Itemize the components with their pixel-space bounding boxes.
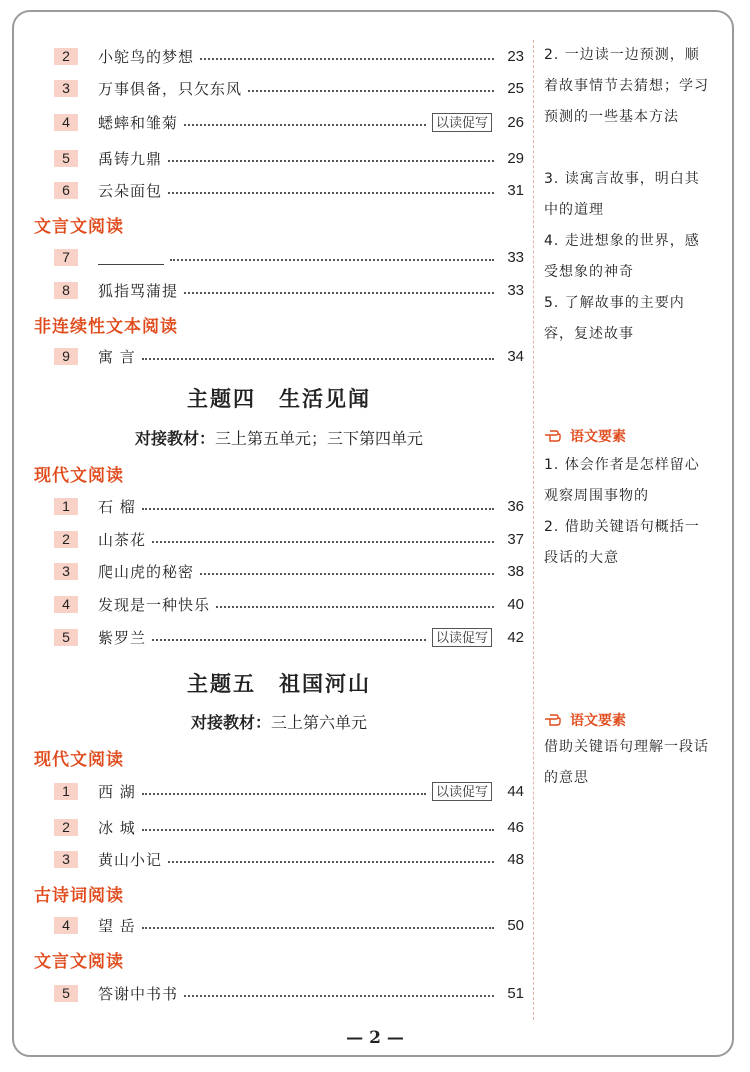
sidebar-note: 5. 了解故事的主要内容，复述故事 bbox=[544, 295, 685, 342]
dot-leader bbox=[216, 605, 494, 608]
entry-number: 2 bbox=[54, 819, 78, 836]
section-heading: 非连续性文本阅读 bbox=[34, 317, 178, 337]
toc-entry[interactable] bbox=[54, 559, 524, 583]
dot-leader bbox=[200, 57, 494, 60]
entry-page: 23 bbox=[507, 47, 524, 65]
entry-title: 狐指骂蒲提 bbox=[98, 281, 179, 300]
sidebar-note: 借助关键语句理解一段话的意思 bbox=[544, 739, 709, 786]
entry-title: 爬山虎的秘密 bbox=[98, 562, 195, 581]
pointing-hand-icon bbox=[544, 713, 564, 727]
toc-entry[interactable] bbox=[54, 44, 524, 68]
dot-leader bbox=[142, 357, 494, 360]
textbook-reference-text: 三上第六单元 bbox=[271, 713, 368, 732]
toc-entry[interactable] bbox=[54, 815, 524, 839]
toc-entry[interactable] bbox=[54, 494, 524, 518]
entry-title: 禹铸九鼎 bbox=[98, 149, 163, 168]
toc-entry[interactable] bbox=[54, 76, 524, 100]
toc-entry[interactable] bbox=[54, 592, 524, 616]
column-divider bbox=[533, 40, 534, 1020]
read-write-badge: 以读促写 bbox=[432, 113, 492, 132]
entry-number: 6 bbox=[54, 182, 78, 199]
dot-leader bbox=[142, 926, 494, 929]
entry-page: 51 bbox=[507, 984, 524, 1002]
entry-title: 西 湖 bbox=[98, 782, 136, 801]
entry-number: 1 bbox=[54, 783, 78, 800]
sidebar-note: 2. 借助关键语句概括一段话的大意 bbox=[544, 519, 700, 566]
entry-page: 46 bbox=[507, 818, 524, 836]
dot-leader bbox=[184, 291, 494, 294]
entry-number: 5 bbox=[54, 150, 78, 167]
entry-title: 石 榴 bbox=[98, 497, 136, 516]
toc-entry[interactable] bbox=[54, 913, 524, 937]
dot-leader bbox=[248, 89, 494, 92]
entry-title: 黄山小记 bbox=[98, 850, 163, 869]
toc-entry[interactable] bbox=[54, 245, 524, 269]
section-heading: 文言文阅读 bbox=[34, 952, 124, 972]
sidebar-note: 3. 读寓言故事，明白其中的道理 bbox=[544, 171, 700, 218]
entry-number: 3 bbox=[54, 851, 78, 868]
textbook-reference bbox=[34, 426, 524, 449]
sidebar-note: 4. 走进想象的世界，感受想象的神奇 bbox=[544, 233, 700, 280]
entry-number: 4 bbox=[54, 596, 78, 613]
dot-leader bbox=[152, 540, 494, 543]
toc-entry[interactable] bbox=[54, 178, 524, 202]
entry-title: 小鸵鸟的梦想 bbox=[98, 47, 195, 66]
entry-title: 紫罗兰 bbox=[98, 628, 147, 647]
entry-number: 9 bbox=[54, 348, 78, 365]
entry-page: 48 bbox=[507, 850, 524, 868]
entry-page: 44 bbox=[507, 782, 524, 800]
entry-page: 38 bbox=[507, 562, 524, 580]
entry-number: 2 bbox=[54, 531, 78, 548]
dot-leader bbox=[142, 792, 426, 795]
dot-leader bbox=[170, 258, 494, 261]
entry-number: 4 bbox=[54, 114, 78, 131]
entry-page: 33 bbox=[507, 248, 524, 266]
section-heading: 现代文阅读 bbox=[34, 466, 124, 486]
blank-title-line bbox=[98, 250, 164, 265]
dot-leader bbox=[142, 507, 494, 510]
entry-title: 蟋蟀和雏菊 bbox=[98, 113, 179, 132]
entry-page: 33 bbox=[507, 281, 524, 299]
section-heading: 现代文阅读 bbox=[34, 750, 124, 770]
entry-title: 答谢中书书 bbox=[98, 984, 179, 1003]
dot-leader bbox=[200, 572, 494, 575]
entry-page: 34 bbox=[507, 347, 524, 365]
toc-entry[interactable] bbox=[54, 278, 524, 302]
entry-number: 4 bbox=[54, 917, 78, 934]
read-write-badge: 以读促写 bbox=[432, 782, 492, 801]
entry-page: 36 bbox=[507, 497, 524, 515]
entry-title: 寓 言 bbox=[98, 347, 136, 366]
sidebar-heading bbox=[544, 426, 626, 446]
section-heading: 文言文阅读 bbox=[34, 217, 124, 237]
dot-leader bbox=[184, 123, 426, 126]
entry-number: 5 bbox=[54, 629, 78, 646]
entry-page: 31 bbox=[507, 181, 524, 199]
pointing-hand-icon bbox=[544, 429, 564, 443]
toc-entry[interactable] bbox=[54, 981, 524, 1005]
textbook-reference-label: 对接教材： bbox=[190, 713, 271, 732]
entry-title: 冰 城 bbox=[98, 818, 136, 837]
entry-number: 2 bbox=[54, 48, 78, 65]
entry-title: 万事俱备，只欠东风 bbox=[98, 79, 243, 98]
dot-leader bbox=[168, 191, 494, 194]
dot-leader bbox=[168, 860, 494, 863]
entry-title: 云朵面包 bbox=[98, 181, 163, 200]
sidebar-note: 1. 体会作者是怎样留心观察周围事物的 bbox=[544, 457, 700, 504]
textbook-reference-text: 三上第五单元；三下第四单元 bbox=[215, 429, 424, 448]
sidebar-heading-label: 语文要素 bbox=[570, 713, 626, 729]
entry-page: 50 bbox=[507, 916, 524, 934]
entry-page: 29 bbox=[507, 149, 524, 167]
entry-page: 26 bbox=[507, 113, 524, 131]
entry-title: 山茶花 bbox=[98, 530, 147, 549]
entry-page: 37 bbox=[507, 530, 524, 548]
page-number: — 2 — bbox=[346, 1028, 404, 1048]
toc-entry[interactable] bbox=[54, 344, 524, 368]
entry-number: 3 bbox=[54, 80, 78, 97]
entry-page: 25 bbox=[507, 79, 524, 97]
theme-heading: 主题五 祖国河山 bbox=[187, 672, 371, 696]
toc-entry[interactable] bbox=[54, 110, 524, 134]
entry-page: 42 bbox=[507, 628, 524, 646]
entry-page: 40 bbox=[507, 595, 524, 613]
toc-entry[interactable] bbox=[54, 779, 524, 803]
section-heading: 古诗词阅读 bbox=[34, 886, 124, 906]
toc-entry[interactable] bbox=[54, 625, 524, 649]
dot-leader bbox=[184, 994, 494, 997]
dot-leader bbox=[142, 828, 494, 831]
read-write-badge: 以读促写 bbox=[432, 628, 492, 647]
dot-leader bbox=[152, 638, 426, 641]
sidebar-heading bbox=[544, 710, 626, 730]
entry-number: 7 bbox=[54, 249, 78, 266]
entry-number: 5 bbox=[54, 985, 78, 1002]
toc-entry[interactable] bbox=[54, 146, 524, 170]
entry-number: 1 bbox=[54, 498, 78, 515]
toc-entry[interactable] bbox=[54, 847, 524, 871]
entry-title: 望 岳 bbox=[98, 916, 136, 935]
dot-leader bbox=[168, 159, 494, 162]
sidebar-heading-label: 语文要素 bbox=[570, 429, 626, 445]
theme-heading: 主题四 生活见闻 bbox=[187, 387, 371, 411]
textbook-reference-label: 对接教材： bbox=[134, 429, 215, 448]
entry-number: 8 bbox=[54, 282, 78, 299]
sidebar-note: 2. 一边读一边预测，顺着故事情节去猜想；学习预测的一些基本方法 bbox=[544, 47, 709, 125]
entry-title: 发现是一种快乐 bbox=[98, 595, 211, 614]
toc-entry[interactable] bbox=[54, 527, 524, 551]
textbook-reference bbox=[34, 710, 524, 733]
entry-number: 3 bbox=[54, 563, 78, 580]
